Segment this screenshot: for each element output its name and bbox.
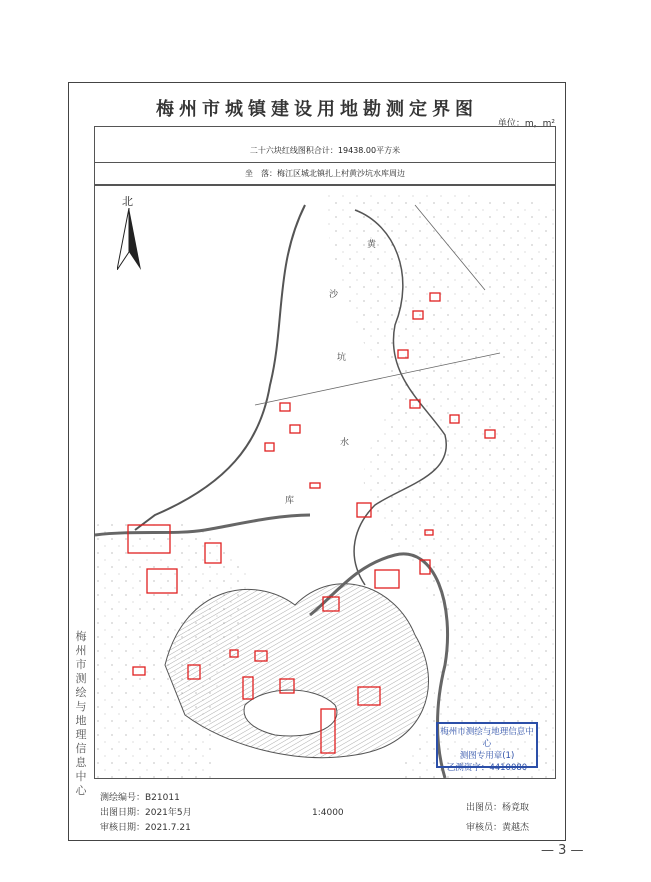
unit-label: 单位：m，m² [497, 119, 555, 129]
parcel [310, 483, 320, 488]
reservoir-shore-west [135, 205, 305, 530]
map-scale: 1:4000 [312, 808, 344, 818]
north-label: 北 [122, 195, 133, 208]
north-arrow-icon [117, 208, 141, 270]
hill-summit [244, 690, 337, 736]
map-area [94, 184, 556, 779]
stamp-line: 测图专用章(1) [459, 751, 515, 761]
map-title: 梅州市城镇建设用地勘测定界图 [156, 99, 478, 120]
page-number: — 3 — [541, 843, 584, 858]
stamp-line: 乙测资字：4410080 [446, 763, 528, 773]
reviewer: 审核员：黄越杰 [466, 823, 530, 833]
side-organization: 梅州市测绘与地理信息中心 [75, 630, 87, 797]
info-divider [95, 162, 555, 163]
stamp-line: 梅州市测绘与地理信息中心 [440, 727, 534, 749]
parcel [357, 503, 371, 517]
map-label: 水 [340, 438, 350, 448]
publish-date: 出图日期：2021年5月 [100, 808, 192, 818]
parcel [290, 425, 300, 433]
map-label: 黄 [367, 240, 377, 250]
review-date: 审核日期：2021.7.21 [100, 823, 191, 833]
parcel [280, 403, 290, 411]
area-summary: 二十六块红线图积合计：19438.00平方米 [249, 146, 401, 155]
location-text: 坐 落：梅江区城北镇扎上村黄沙坑水库周边 [245, 169, 405, 178]
parcel [265, 443, 274, 451]
terrain-map [95, 185, 555, 778]
info-box [94, 126, 556, 186]
map-label: 库 [285, 496, 295, 506]
map-label: 坑 [337, 353, 347, 363]
map-label: 沙 [329, 290, 339, 300]
official-stamp [436, 722, 538, 773]
survey-number: 测绘编号：B21011 [100, 793, 180, 803]
drafter: 出图员：杨竟取 [466, 803, 530, 813]
parcel [375, 570, 399, 588]
